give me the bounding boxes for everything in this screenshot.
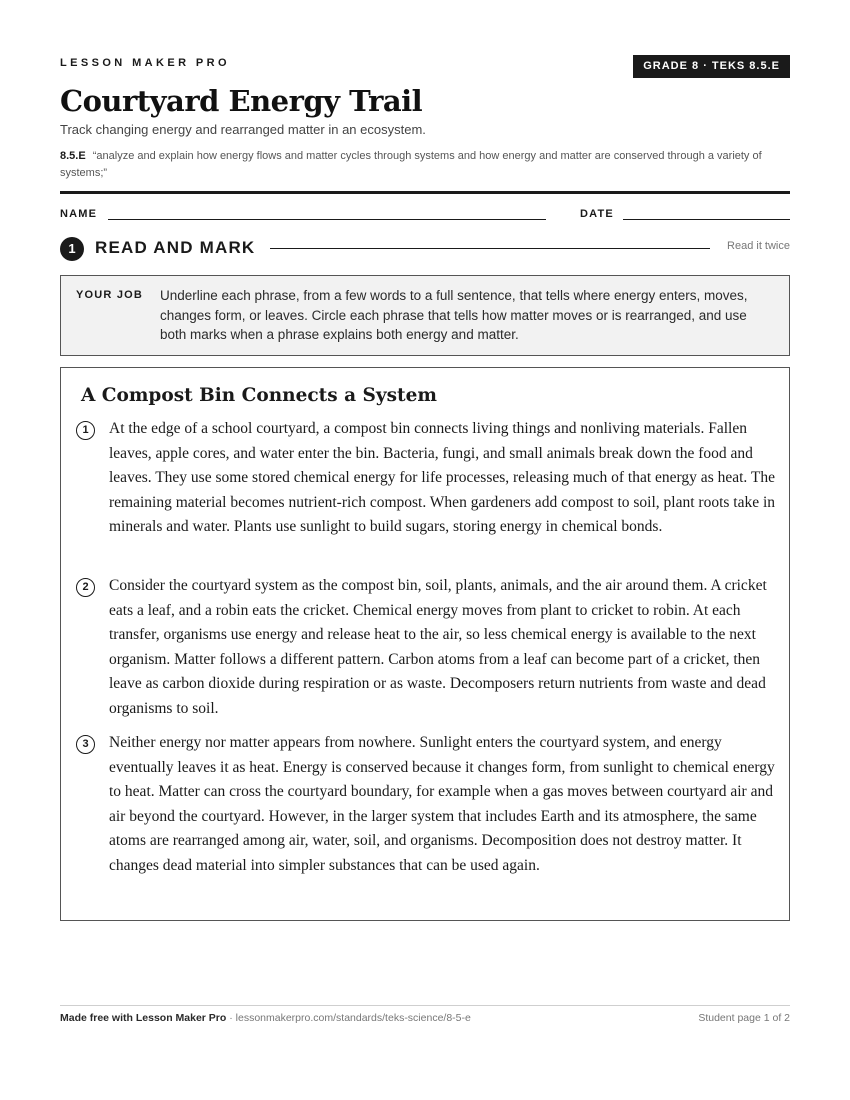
header-divider — [60, 191, 790, 194]
name-label: NAME — [60, 208, 98, 220]
job-label: YOUR JOB — [76, 289, 144, 301]
paragraph-text: Neither energy nor matter appears from nowhere. Sunlight enters the courtyard system, and energy eventually leaves it as heat. Energy is conserved because it changes form, from sunlight to chemical energy to heat. Matter can cross the courtyard boundary, for example when a gas moves between courtyard air and air beyond the courtyard. However, in the larger system that includes Earth and its atmosphere, the same atoms are rearranged among air, water, soil, and organisms. Decomposition does not destroy matter. It changes dead material into simpler substances that can be used again. — [109, 734, 775, 874]
paragraph-number: 3 — [76, 735, 95, 754]
job-text: Underline each phrase, from a few words to a full sentence, that tells where energy enters, moves, changes form, or leaves. Circle each phrase that tells how matter moves or is rearranged, and use both marks when a phrase explains both energy and matter. — [160, 288, 748, 342]
worksheet-title: Courtyard Energy Trail — [60, 84, 423, 118]
page-number: Student page 1 of 2 — [698, 1012, 790, 1024]
standard-statement — [60, 148, 790, 182]
paragraph-number: 2 — [76, 578, 95, 597]
date-label: DATE — [580, 208, 614, 220]
name-field[interactable] — [108, 219, 546, 220]
standard-code: 8.5.E — [60, 150, 86, 162]
reading-passage — [60, 367, 790, 921]
section-number: 1 — [60, 237, 84, 261]
footer-divider — [60, 1005, 790, 1006]
paragraph-text: At the edge of a school courtyard, a compost bin connects living things and nonliving materials. Fallen leaves, apple cores, and water enter the bin. Bacteria, fungi, and small animals break down the food and leaves. They use some stored chemical energy for life processes, releasing much of that energy as heat. The remaining material becomes nutrient-rich compost. When gardeners add compost to soil, plant roots take in minerals and water. Plants use sunlight to build sugars, storing energy in chemical bonds. — [109, 420, 776, 536]
grade-badge: GRADE 8 · TEKS 8.5.E — [633, 55, 790, 78]
date-field[interactable] — [623, 219, 790, 220]
passage-title: A Compost Bin Connects a System — [81, 385, 437, 406]
section-note: Read it twice — [727, 240, 790, 252]
footer-url[interactable]: lessonmakerpro.com/standards/teks-science/8-5-e — [235, 1012, 471, 1024]
paragraph-text: Consider the courtyard system as the compost bin, soil, plants, animals, and the air around them. A cricket eats a leaf, and a robin eats the cricket. Chemical energy moves from plant to cricket to robin. At each transfer, organisms use energy and release heat to the air, so less chemical energy is available to the next organism. Matter follows a different pattern. Carbon atoms from a leaf can become part of a cricket, then leave as carbon dioxide during respiration or as waste. Decomposers return nutrients from waste and dead organisms to soil. — [109, 577, 767, 717]
standard-text: “analyze and explain how energy flows and matter cycles through systems and how energy and matter are conserved through a variety of systems;” — [60, 150, 762, 179]
section-rule — [270, 248, 710, 249]
footer-made-with: Made free with Lesson Maker Pro — [60, 1012, 227, 1024]
brand-name: LESSON MAKER PRO — [60, 57, 230, 69]
footer-credit — [60, 1012, 471, 1024]
job-instructions-box — [60, 275, 790, 356]
section-title: READ AND MARK — [95, 238, 256, 257]
paragraph-number: 1 — [76, 421, 95, 440]
worksheet-subtitle: Track changing energy and rearranged matter in an ecosystem. — [60, 122, 426, 137]
footer-separator: · — [226, 1012, 236, 1024]
